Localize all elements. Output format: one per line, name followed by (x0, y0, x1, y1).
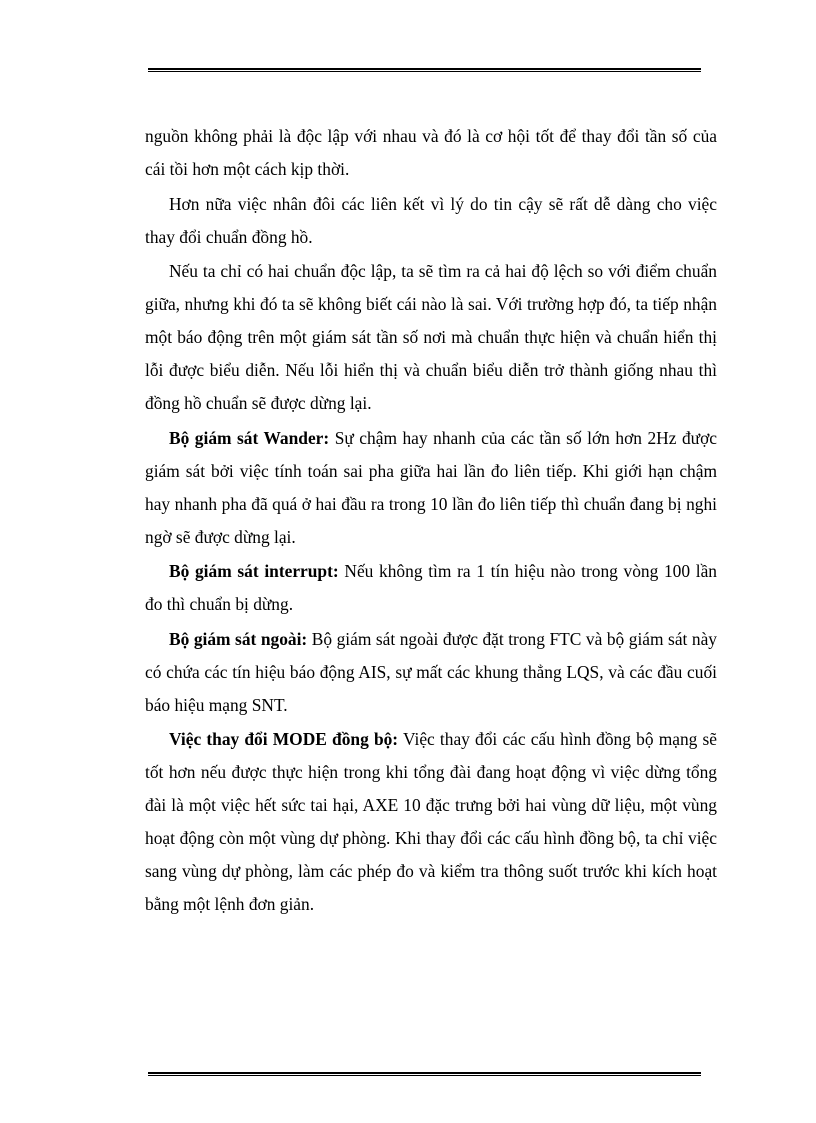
paragraph-text: Việc thay đổi các cấu hình đồng bộ mạng sẽ tốt hơn nếu được thực hiện trong khi tổng đài đang hoạt động vì việc dừng tổng đài là một việc hết sức tai hại, AXE 10 đặc trưng bởi hai vùng dữ liệu, một vùng hoạt động còn một vùng dự phòng. Khi thay đổi các cấu hình đồng bộ, ta chỉ việc sang vùng dự phòng, làm các phép đo và kiểm tra thông suốt trước khi kích hoạt bằng một lệnh đơn giản. (145, 729, 717, 914)
paragraph-3 (145, 255, 717, 420)
paragraph-lead: Bộ giám sát ngoài: (169, 628, 308, 649)
paragraph-text: Nếu ta chỉ có hai chuẩn độc lập, ta sẽ tìm ra cả hai độ lệch so với điểm chuẩn giữa, nhưng khi đó ta sẽ không biết cái nào là sai. Với trường hợp đó, ta tiếp nhận một báo động trên một giám sát tần số nơi mà chuẩn thực hiện và chuẩn hiển thị lỗi được biểu diễn. Nếu lỗi hiển thị và chuẩn biểu diễn trở thành giống nhau thì đồng hồ chuẩn sẽ được dừng lại. (145, 261, 717, 413)
paragraph-text: Nếu không tìm ra 1 tín hiệu nào trong vòng 100 lần đo thì chuẩn bị dừng. (145, 561, 718, 614)
paragraph-text: nguồn không phải là độc lập với nhau và đó là cơ hội tốt để thay đổi tần số của cái tồi hơn một cách kịp thời. (145, 126, 717, 179)
paragraph-wander-monitor (145, 422, 717, 554)
paragraph-lead: Bộ giám sát interrupt: (169, 561, 339, 581)
paragraph-text: Bộ giám sát ngoài được đặt trong FTC và bộ giám sát này có chứa các tín hiệu báo động AIS, sự mất các khung thẳng LQS, và các đầu cuối báo hiệu mạng SNT. (145, 628, 718, 715)
paragraph-text: Hơn nữa việc nhân đôi các liên kết vì lý do tin cậy sẽ rất dễ dàng cho việc thay đổi chuẩn đồng hồ. (145, 193, 717, 247)
paragraph-1 (145, 120, 717, 186)
header-rule (148, 68, 701, 72)
paragraph-external-monitor (145, 623, 717, 722)
paragraph-text: Sự chậm hay nhanh của các tần số lớn hơn 2Hz được giám sát bởi việc tính toán sai pha giữa hai lần đo liên tiếp. Khi giới hạn chậm hay nhanh pha đã quá ở hai đầu ra trong 10 lần đo liên tiếp thì chuẩn đang bị nghi ngờ sẽ được dừng lại. (145, 427, 718, 547)
paragraph-lead: Việc thay đổi MODE đồng bộ: (169, 729, 399, 749)
paragraph-2 (145, 188, 717, 254)
paragraph-sync-mode-change (145, 723, 717, 921)
paragraph-lead: Bộ giám sát Wander: (169, 427, 330, 448)
page-body (145, 120, 717, 923)
paragraph-interrupt-monitor (145, 555, 717, 621)
footer-rule (148, 1072, 701, 1076)
